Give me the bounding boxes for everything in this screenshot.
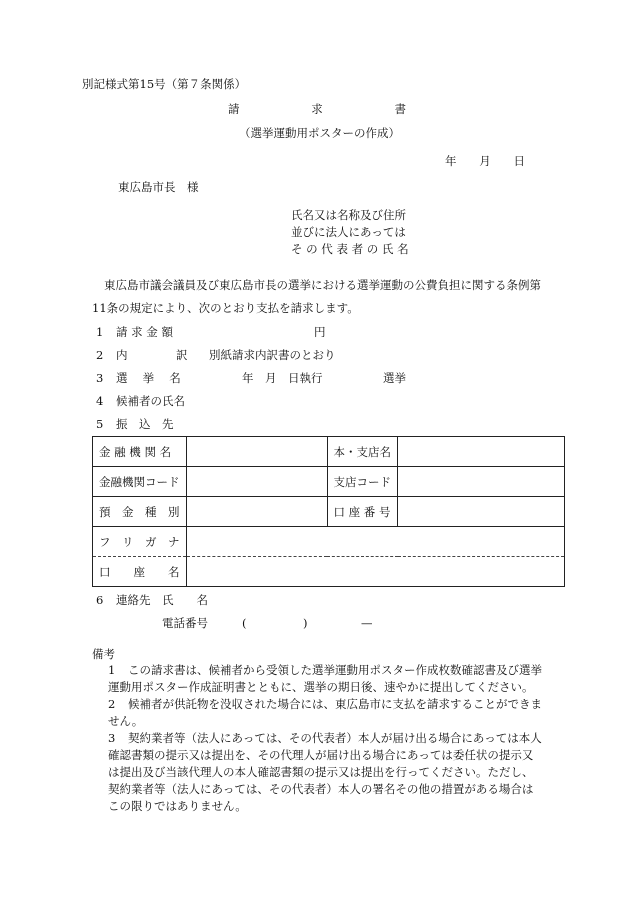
phone-close-paren: ) [303, 616, 308, 630]
date-line [445, 155, 525, 169]
item-3-num: 3 [96, 371, 104, 385]
note-3 [108, 730, 554, 815]
applicant-label-3: そ の 代 表 者 の 氏 名 [291, 242, 409, 256]
bank-transfer-table [92, 436, 565, 587]
date-month: 月 [479, 154, 491, 168]
account-holder-field[interactable] [186, 557, 565, 587]
contact-label: 連絡先 [116, 593, 151, 607]
branch-code-label: 支店コード [327, 467, 398, 497]
phone-open-paren: ( [242, 616, 247, 630]
date-day: 日 [513, 154, 525, 168]
item-2-label-b: 訳 [176, 348, 188, 362]
page-subtitle: （選挙運動用ポスターの作成） [239, 126, 400, 140]
item-2-num: 2 [96, 348, 104, 362]
branch-code-field[interactable] [398, 467, 565, 497]
item-4-label: 候補者の氏名 [116, 394, 185, 408]
note-1-line-2: 運動用ポスター作成証明書とともに、選挙の期日後、速やかに提出してください。 [108, 680, 534, 694]
note-3-line-1: 契約業者等（法人にあっては、その代表者）本人が届け出る場合にあっては本人 [128, 731, 542, 745]
branch-name-field[interactable] [398, 437, 565, 467]
title-char-2: 求 [311, 102, 323, 116]
contact-num: 6 [96, 593, 104, 607]
note-1-line-1: この請求書は、候補者から受領した選挙運動用ポスター作成枚数確認書及び選挙 [128, 663, 542, 677]
page-title [228, 103, 406, 117]
table-row [93, 467, 565, 497]
title-char-3: 書 [394, 102, 406, 116]
furigana-label: フ リ ガ ナ [93, 527, 187, 557]
bank-name-label: 金 融 機 関 名 [93, 437, 187, 467]
table-row [93, 557, 565, 587]
account-number-field[interactable] [398, 497, 565, 527]
note-3-line-5: この限りではありません。 [108, 799, 247, 813]
title-char-1: 請 [228, 102, 240, 116]
item-5-num: 5 [96, 417, 104, 431]
item-3-label: 選 挙 名 [116, 371, 181, 385]
applicant-label-2: 並びに法人にあっては [291, 225, 406, 239]
note-2-line-2: せん。 [108, 714, 144, 728]
form-id: 別記様式第15号（第７条関係） [82, 77, 247, 91]
note-2-num: 2 [108, 697, 116, 711]
contact-phone-label: 電話番号 [162, 616, 208, 630]
table-row [93, 437, 565, 467]
bank-code-field[interactable] [186, 467, 327, 497]
addressee: 東広島市長 様 [118, 180, 199, 194]
notes-heading: 備考 [92, 647, 115, 661]
item-1-unit: 円 [314, 325, 326, 339]
account-type-field[interactable] [186, 497, 327, 527]
item-2-label-a: 内 [116, 348, 128, 362]
note-3-line-2: 確認書類の提示又は提出を、その代理人が届け出る場合にあっては委任状の提示又 [108, 748, 534, 762]
bank-name-field[interactable] [186, 437, 327, 467]
item-1-num: 1 [96, 325, 104, 339]
phone-dash: — [361, 616, 373, 630]
furigana-field[interactable] [186, 527, 565, 557]
note-2 [108, 696, 554, 730]
contact-name-label: 氏 名 [162, 593, 208, 607]
date-year: 年 [445, 154, 457, 168]
bank-code-label: 金融機関コード [93, 467, 187, 497]
note-1 [108, 662, 554, 696]
account-number-label: 口 座 番 号 [327, 497, 398, 527]
body-line-1: 東広島市議会議員及び東広島市長の選挙における選挙運動の公費負担に関する条例第 [104, 278, 541, 292]
body-line-2: 11条の規定により、次のとおり支払を請求します。 [92, 301, 359, 315]
item-5-label: 振 込 先 [116, 417, 174, 431]
item-4-num: 4 [96, 394, 104, 408]
note-3-num: 3 [108, 731, 116, 745]
item-3-date: 年 月 日執行 [242, 371, 323, 385]
table-row [93, 527, 565, 557]
item-3-suffix: 選挙 [383, 371, 406, 385]
account-type-label: 預 金 種 別 [93, 497, 187, 527]
item-2-value: 別紙請求内訳書のとおり [209, 348, 336, 362]
applicant-label-1: 氏名又は名称及び住所 [291, 208, 406, 222]
note-1-num: 1 [108, 663, 116, 677]
account-holder-label: 口 座 名 [93, 557, 187, 587]
note-2-line-1: 候補者が供託物を没収された場合には、東広島市に支払を請求することができま [128, 697, 542, 711]
note-3-line-3: は提出及び当該代理人の本人確認書類の提示又は提出を行ってください。ただし、 [108, 765, 534, 779]
branch-name-label: 本・支店名 [327, 437, 398, 467]
item-1-label: 請 求 金 額 [116, 325, 173, 339]
table-row [93, 497, 565, 527]
note-3-line-4: 契約業者等（法人にあっては、その代表者）本人の署名その他の措置がある場合は [108, 782, 534, 796]
